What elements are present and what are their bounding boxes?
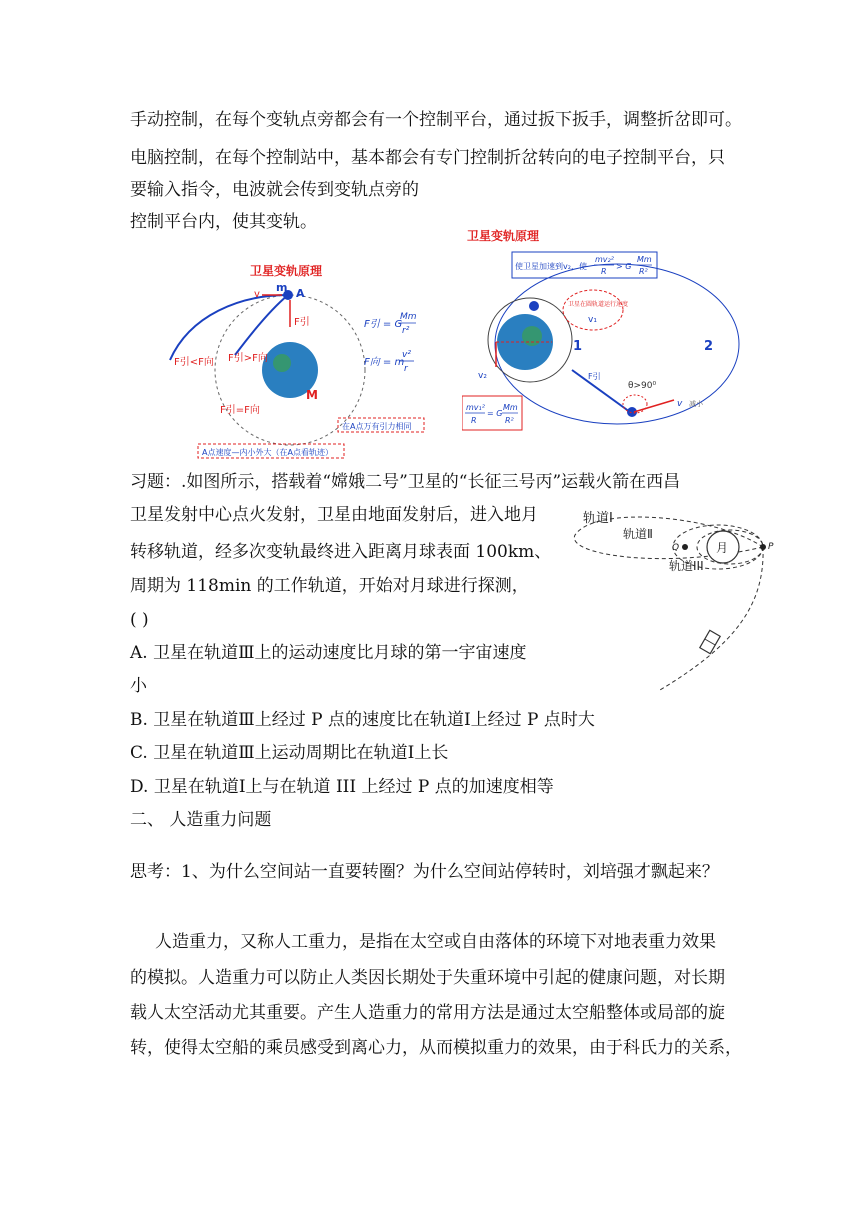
label-theta: θ>90⁰ (628, 381, 657, 391)
para1-line4: 控制平台内，使其变轨。 (130, 212, 317, 232)
orbit-3-label: 轨道III (669, 559, 704, 573)
bottom-box-num: mv₁² (466, 403, 485, 412)
top-box-den: R (601, 267, 607, 276)
exercise-line4: 周期为 118min 的工作轨道，开始对月球进行探测， (130, 576, 529, 596)
label-gt: F引>F向 (228, 353, 268, 364)
exercise-line2: 卫星发射中心点火发射，卫星由地面发射后，进入地月 (130, 505, 538, 525)
label-v2: v₂ (478, 371, 487, 381)
para1-line3: 要输入指令，电波就会传到变轨点旁的 (130, 180, 419, 200)
point-p (760, 544, 766, 550)
bubble-text: 卫星在圆轨道运行速度 (568, 301, 629, 308)
label-M: M (306, 388, 318, 402)
right-fig-title: 卫星变轨原理 (467, 229, 540, 243)
para2-line2: 的模拟。人造重力可以防止人类因长期处于失重环境中引起的健康问题，对长期 (130, 968, 725, 988)
label-A: A (296, 287, 305, 300)
label-m: m (276, 281, 288, 294)
bottom-box-rnum: Mm (503, 403, 518, 412)
option-a-line2: 小 (130, 676, 147, 696)
formula1-den: r² (402, 326, 410, 336)
formula2-den: r (404, 364, 408, 374)
label-q: Q (672, 543, 680, 553)
label-eq: F引=F向 (220, 405, 260, 416)
left-fig-title: 卫星变轨原理 (250, 264, 323, 278)
same-force-text: 在A点万有引力相同 (342, 422, 412, 431)
label-v-right: v (677, 399, 683, 409)
satellite-orbit-figure-left (150, 255, 430, 460)
label-F: F引 (588, 372, 601, 381)
orbit2-label: 2 (704, 339, 714, 354)
label-p: P (768, 542, 774, 552)
bottom-box-rhs: = G (487, 409, 503, 418)
option-b: B. 卫星在轨道Ⅲ上经过 P 点的速度比在轨道Ⅰ上经过 P 点时大 (130, 710, 595, 730)
option-a-line1: A. 卫星在轨道Ⅲ上的运动速度比月球的第一宇宙速度 (130, 643, 527, 663)
label-f-yin: F引 (294, 317, 310, 328)
earth-land (273, 354, 291, 372)
exercise-line3: 转移轨道，经多次变轨最终进入距离月球表面 100km、 (130, 542, 552, 562)
satellite-top (529, 301, 539, 311)
para2-line3: 载人太空活动尤其重要。产生人造重力的常用方法是通过太空船整体或局部的旋 (130, 1003, 725, 1023)
exercise-line1: 习题：.如图所示，搭载着“嫦娥二号”卫星的“长征三号丙”运载火箭在西昌 (130, 472, 681, 492)
formula1-num: Mm (400, 312, 417, 322)
option-d: D. 卫星在轨道Ⅰ上与在轨道 III 上经过 P 点的加速度相等 (130, 777, 554, 797)
think-question: 思考：1、为什么空间站一直要转圈？为什么空间站停转时，刘培强才飘起来？ (130, 862, 719, 882)
moon-orbit-figure (565, 495, 790, 695)
bottom-box-rden: R² (505, 416, 514, 425)
top-box-text: 使卫星加速到v₂，使 (515, 262, 587, 271)
satellite-orbit-figure-right (462, 222, 742, 437)
option-c: C. 卫星在轨道Ⅲ上运动周期比在轨道Ⅰ上长 (130, 743, 449, 763)
earth-right-land (522, 326, 542, 346)
para1-line1: 手动控制，在每个变轨点旁都会有一个控制平台，通过扳下扳手，调整折岔即可。 (130, 110, 742, 130)
orbit-1-label: 轨道Ⅰ (583, 511, 613, 526)
point-q (682, 544, 688, 550)
bubble-v: v₁ (588, 315, 597, 325)
rocket-icon (700, 630, 720, 653)
label-lt: F引<F向 (174, 357, 214, 368)
label-reduce: 减小 (689, 400, 703, 408)
top-box-rnum: Mm (637, 255, 652, 264)
moon-label: 月 (716, 541, 729, 555)
formula2-num: v² (402, 350, 411, 360)
bottom-box-den: R (471, 416, 477, 425)
formula2-lhs: F向 = m (364, 357, 405, 368)
speed-text: A点速度—内小外大（在A点看轨迹） (202, 448, 333, 457)
velocity-red (634, 400, 674, 412)
exercise-bracket: ( ) (130, 610, 149, 630)
para2-line1: 人造重力，又称人工重力，是指在太空或自由落体的环境下对地表重力效果 (155, 932, 716, 952)
orbit-2-label: 轨道Ⅱ (623, 527, 653, 541)
formula1-lhs: F引 = G (364, 319, 403, 330)
top-box-rhs: > G (616, 262, 632, 271)
para2-line4: 转，使得太空船的乘员感受到离心力，从而模拟重力的效果，由于科氏力的关系， (130, 1038, 742, 1058)
label-v: v (254, 289, 260, 300)
para1-line2: 电脑控制，在每个控制站中，基本都会有专门控制折岔转向的电子控制平台，只 (130, 148, 725, 168)
orbit1-label: 1 (573, 339, 583, 354)
top-box-num: mv₂² (595, 255, 614, 264)
gravity-line (572, 370, 630, 412)
section2-heading: 二、 人造重力问题 (130, 810, 272, 830)
top-box-rden: R² (639, 267, 648, 276)
